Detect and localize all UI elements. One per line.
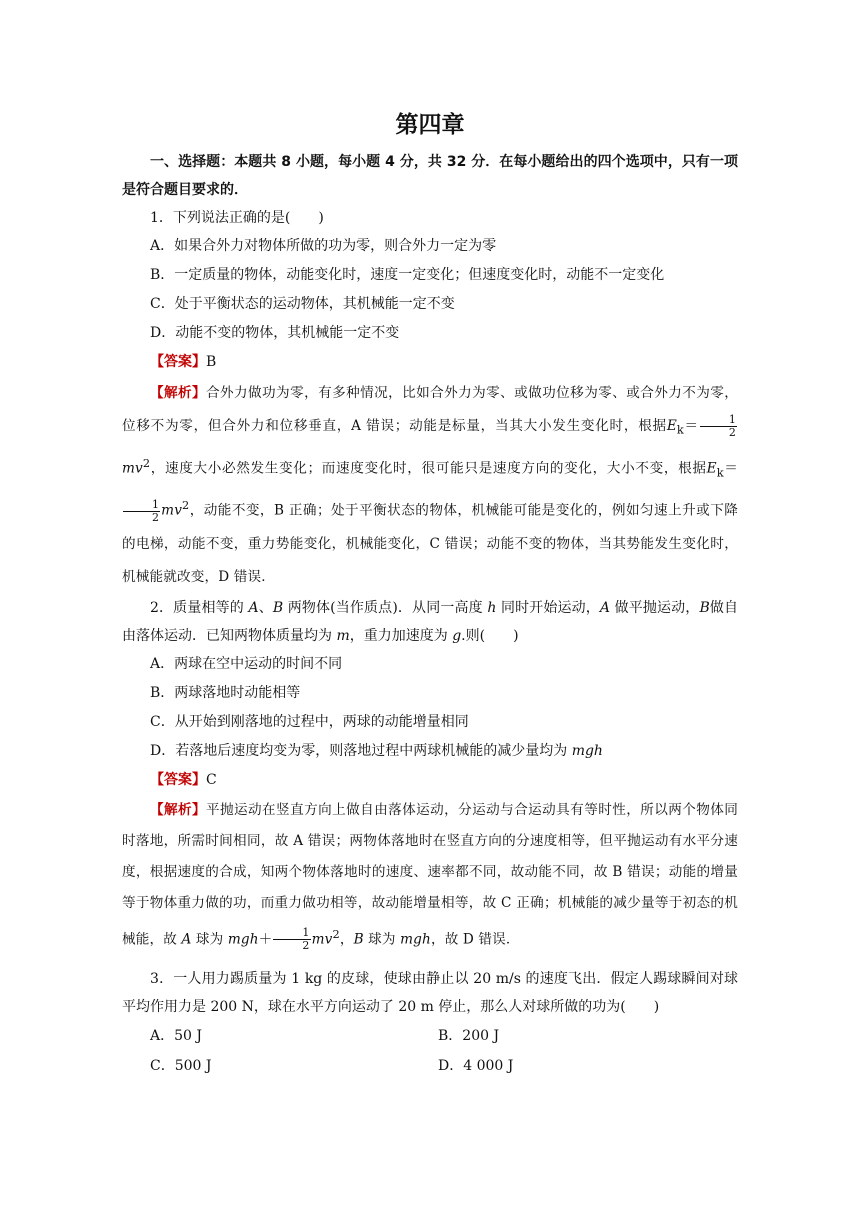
fraction-denominator: 2 [152,510,160,524]
q2-stem-text: .则( ) [461,627,519,644]
var-mgh: mgh [227,931,259,948]
fraction-numerator: 1 [273,927,310,940]
var-b: B [699,599,710,616]
q1-analysis [122,377,738,594]
formula-plus: ＋ [258,931,273,948]
q2-stem [122,594,738,650]
q2-stem-sep: 、 [258,599,273,616]
q2-answer: C [206,771,217,788]
var-mgh: mgh [571,742,603,759]
var-h: h [487,599,497,616]
q1-option-b: B．一定质量的物体，动能变化时，速度一定变化；但速度变化时，动能不一定变化 [150,267,665,283]
q2-analysis-text-b: 球为 [191,931,228,948]
q1-option-a: A．如果合外力对物体所做的功为零，则合外力一定为零 [150,238,497,254]
fraction-half [700,414,737,439]
q1-stem: 1．下列说法正确的是( ) [150,210,324,226]
var-b: B [272,599,284,616]
q2-option-a: A．两球在空中运动的时间不同 [150,655,343,672]
q1-analysis-text-b: ，速度大小必然发生变化；而速度变化时，很可能只是速度方向的变化，大小不变，根据 [150,460,707,477]
formula-exponent: 2 [332,926,340,941]
fraction-numerator: 1 [700,414,737,427]
var-mgh: mgh [400,931,431,948]
fraction-half [273,927,310,952]
q1-answer: B [206,354,217,370]
answer-tag: 【答案】 [150,771,206,788]
formula-mv: mv [311,931,333,948]
q3-option-a: A．50 J [150,1028,202,1045]
formula-eq: ＝ [683,418,699,434]
q2-analysis-text-a: 平抛运动在竖直方向上做自由落体运动，分运动与合运动具有等时性，所以两个物体同时落地，所需时间相同，故 A 错误；两物体落地时在竖直方向的分速度相等，但平抛运动有水平分速度，根据速度的合成，知两个物体落地时的速度、速率都不同，故动能不同，故 B 错误；动能的增量等于物体重力做的功，而重力做功相等，故动能增量相等，故 C 正确；机械能的减少量等于初态的机械能，故 [122,801,738,948]
q2-analysis-text-d: 球为 [363,931,401,948]
chapter-title: 第四章 [395,112,465,138]
var-g: g [452,627,462,644]
fraction-half [123,499,160,524]
q2-stem-text: 两物体(当作质点)．从同一高度 [283,599,488,616]
spacer [122,955,738,965]
q2-option-b: B．两球落地时动能相等 [150,684,301,701]
q2-analysis-text-c: ， [339,931,354,948]
q2-stem-text: 2．质量相等的 [150,599,249,616]
q1-answer-line [122,348,738,377]
var-b: B [353,931,364,948]
q2-analysis [122,795,738,956]
q2-option-d [122,737,738,766]
q2-stem-text: 做平抛运动， [610,599,700,616]
q2-analysis-text-e: ，故 D 错误． [430,931,520,948]
var-m: m [336,627,350,644]
answer-tag: 【答案】 [150,354,206,370]
fraction-denominator: 2 [728,426,736,439]
q1-analysis-text-c: ，动能不变，B 正确；处于平衡状态的物体，机械能可能是变化的，例如匀速上升或下降的电梯，动能不变，重力势能变化，机械能变化，C 错误；动能不变的物体，当其势能发生变化时，机械能就改变，D 错误． [122,502,738,585]
content-body [122,148,738,1081]
q1-option-d: D．动能不变的物体，其机械能一定不变 [150,325,400,341]
q2-stem-text: ，重力加速度为 [349,627,453,644]
formula-ek-sub: k [716,464,724,479]
formula-ek-sub: k [676,422,684,437]
formula-eq: ＝ [723,460,738,477]
formula-ek: E [666,418,677,434]
q3-options [122,1021,738,1081]
var-a: A [248,599,259,616]
q3-option-c: C．500 J [150,1058,212,1075]
analysis-tag: 【解析】 [150,385,207,401]
var-a: A [181,931,192,948]
q3-stem: 3．一人用力踢质量为 1 kg 的皮球，使球由静止以 20 m/s 的速度飞出．假定人踢球瞬间对球平均作用力是 200 N，球在水平方向运动了 20 m 停止，那么人对球所做的功为( ) [122,971,738,1016]
q2-option-d-text: D．若落地后速度均变为零，则落地过程中两球机械能的减少量均为 [150,742,572,759]
q1-analysis-text-a: 合外力做功为零，有多种情况，比如合外力为零、或做功位移为零、或合外力不为零，位移不为零，但合外力和位移垂直，A 错误；动能是标量，当其大小发生变化时，根据 [122,385,738,434]
analysis-tag: 【解析】 [150,801,207,818]
q2-stem-text: 做自由落体运动．已知两物体质量均为 [122,599,739,644]
formula-mv: mv [122,460,143,477]
formula-exponent: 2 [182,497,190,512]
q3-option-d: D．4 000 J [438,1058,514,1075]
fraction-numerator: 1 [123,499,160,512]
q3-option-b: B．200 J [438,1028,500,1045]
formula-ek: E [706,460,717,477]
q1-option-c: C．处于平衡状态的运动物体，其机械能一定不变 [150,296,455,312]
q2-option-c: C．从开始到刚落地的过程中，两球的动能增量相同 [150,713,469,730]
fraction-denominator: 2 [302,939,310,953]
q2-stem-text: 同时开始运动， [496,599,600,616]
formula-exponent: 2 [142,455,151,470]
section-intro: 一、选择题：本题共 8 小题，每小题 4 分，共 32 分．在每小题给出的四个选项中，只有一项是符合题目要求的． [122,154,738,198]
var-a: A [599,599,611,616]
q2-answer-line [122,766,738,795]
formula-mv: mv [161,502,183,519]
